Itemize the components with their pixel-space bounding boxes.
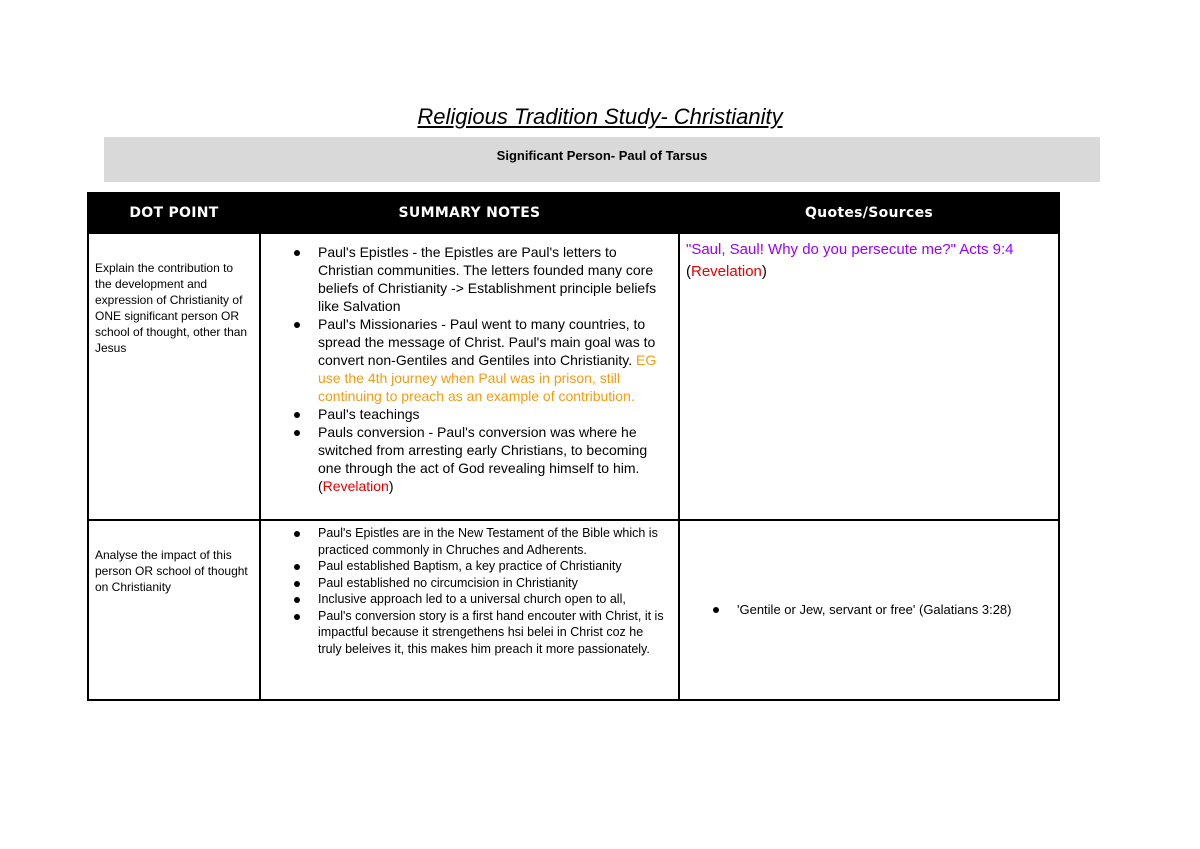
table-row bbox=[88, 520, 1059, 700]
revelation-tag: Revelation bbox=[691, 263, 762, 280]
quote-list bbox=[681, 601, 1057, 619]
table-row bbox=[88, 233, 1059, 520]
header-quotes-sources: Quotes/Sources bbox=[679, 193, 1059, 233]
person-banner bbox=[104, 137, 1100, 182]
list-item: 'Gentile or Jew, servant or free' (Galatians 3:28) bbox=[737, 601, 1049, 619]
document-title: Religious Tradition Study- Christianity bbox=[417, 104, 783, 129]
list-item bbox=[318, 423, 669, 495]
summary-notes-cell bbox=[260, 233, 679, 520]
note-text: Paul's teachings bbox=[318, 406, 420, 422]
summary-notes-cell bbox=[260, 520, 679, 700]
note-text: Paul's Missionaries - Paul went to many countries, to spread the message of Christ. Paul's main goal was to convert non-Gentiles and Gentiles into Christianity. bbox=[318, 316, 656, 368]
quote-text: "Saul, Saul! Why do you persecute me?" Acts 9:4 bbox=[686, 241, 1014, 258]
revelation-tag: Revelation bbox=[322, 478, 389, 494]
dot-point-cell: Analyse the impact of this person OR school of thought on Christianity bbox=[88, 520, 260, 700]
note-text: Pauls conversion - Paul's conversion was where he switched from arresting early Christians, to becoming one through the act of God revealing himself to him. ( bbox=[318, 424, 648, 494]
list-item bbox=[318, 315, 669, 405]
list-item: Paul's Epistles are in the New Testament of the Bible which is practiced commonly in Chruches and Adherents. bbox=[318, 525, 669, 558]
list-item: Paul's conversion story is a first hand encouter with Christ, it is impactful because it strengethens hsi belei in Christ coz he truly beleives it, this makes him preach it more passionately. bbox=[318, 608, 669, 658]
note-text: Paul's Epistles - the Epistles are Paul's letters to Christian communities. The letters founded many core beliefs of Christianity -> Establishment principle beliefs like Salvation bbox=[318, 244, 657, 314]
header-dot-point: DOT POINT bbox=[88, 193, 260, 233]
list-item bbox=[318, 405, 669, 423]
banner-text: Significant Person- Paul of Tarsus bbox=[496, 148, 708, 163]
header-summary-notes: SUMMARY NOTES bbox=[260, 193, 679, 233]
table-header-row bbox=[88, 193, 1059, 233]
note-text-end: ) bbox=[388, 478, 394, 494]
example-note: EG use the 4th journey when Paul was in prison, still continuing to preach as an example of contribution. bbox=[318, 352, 657, 404]
list-item bbox=[318, 243, 669, 315]
quote-cell bbox=[679, 233, 1059, 520]
notes-list bbox=[262, 235, 677, 495]
dot-point-cell: Explain the contribution to the development and expression of Christianity of ONE significant person OR school of thought, other than Jesus bbox=[88, 233, 260, 520]
list-item: Inclusive approach led to a universal church open to all, bbox=[318, 591, 669, 608]
list-item: Paul established Baptism, a key practice of Christianity bbox=[318, 558, 669, 575]
quote-cell bbox=[679, 520, 1059, 700]
quote-open: ( bbox=[686, 263, 691, 280]
list-item: Paul established no circumcision in Christianity bbox=[318, 575, 669, 592]
notes-list bbox=[262, 522, 677, 659]
study-table bbox=[87, 192, 1060, 701]
quote-close: ) bbox=[761, 263, 767, 280]
